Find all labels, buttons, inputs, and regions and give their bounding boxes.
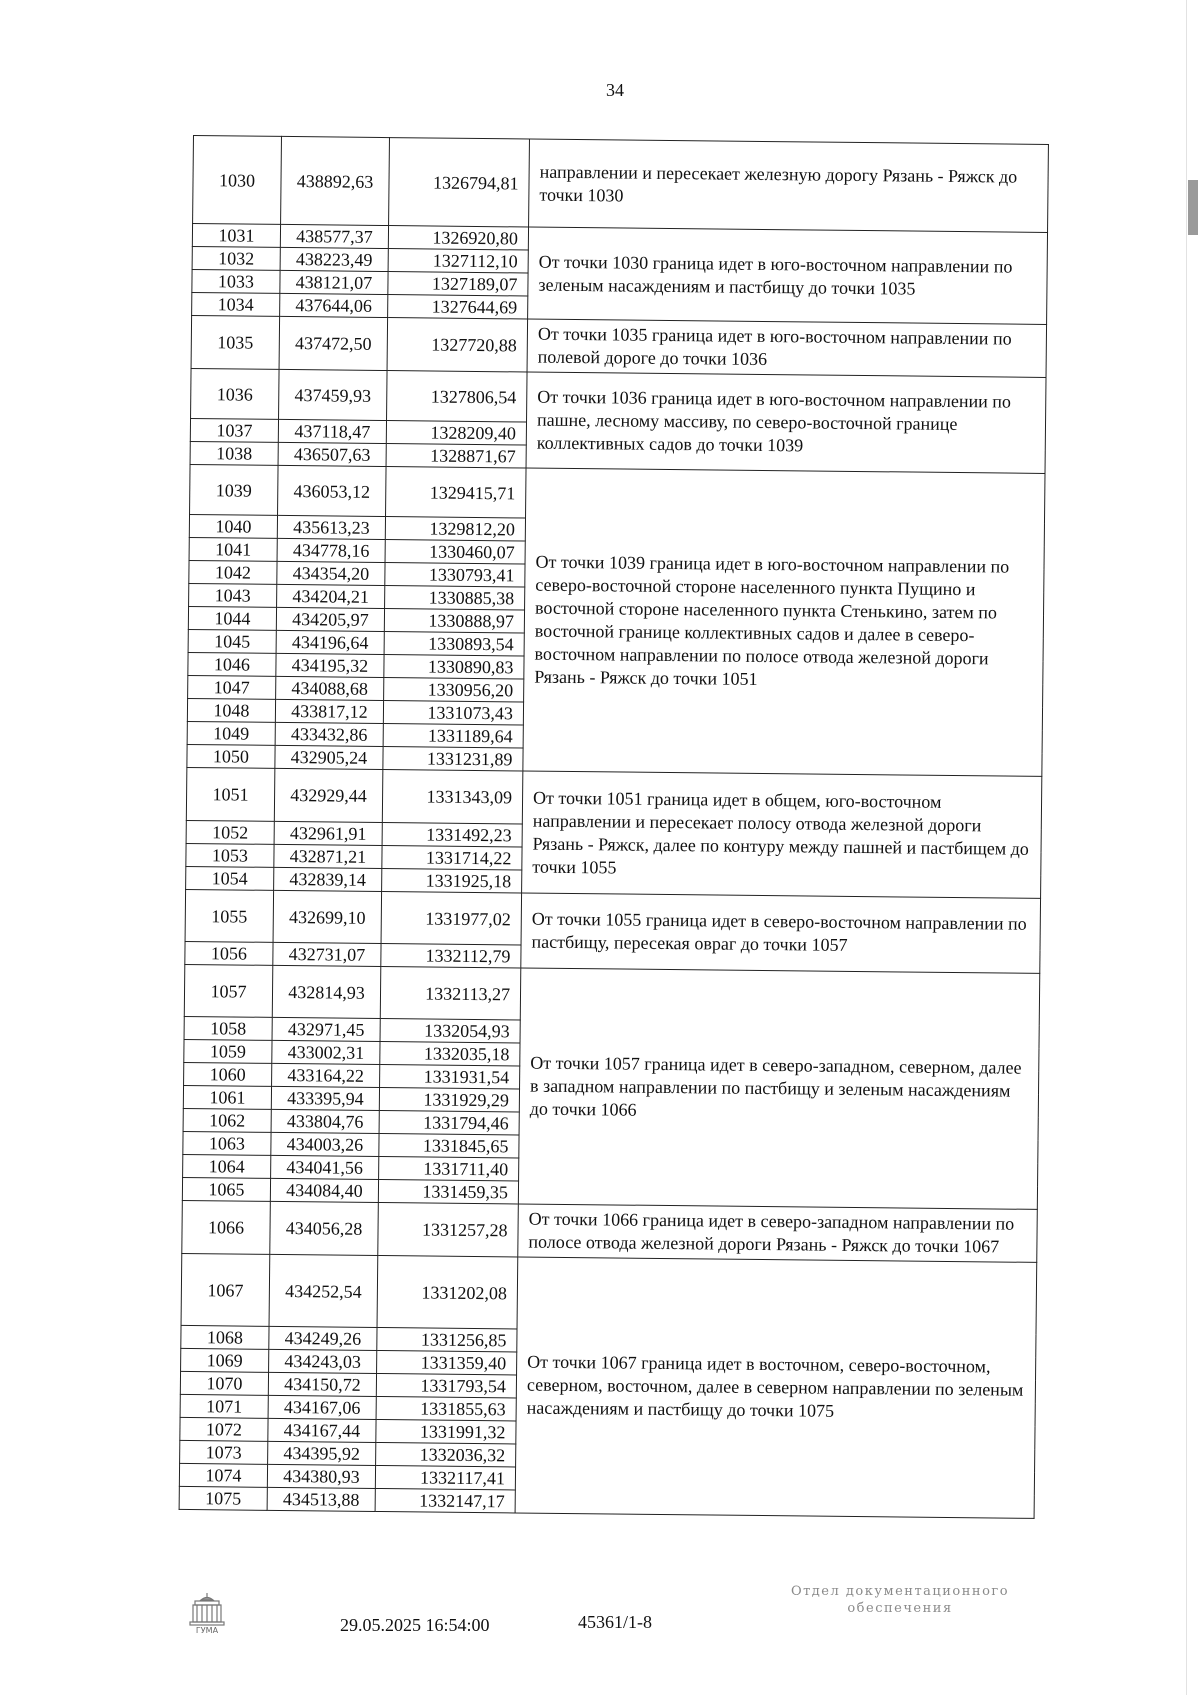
point-number-cell: 1039 bbox=[190, 464, 279, 515]
y-coordinate-cell: 1331991,32 bbox=[376, 1419, 516, 1443]
stamp-line-1: Отдел документационного bbox=[790, 1584, 1010, 1599]
table-row bbox=[193, 136, 1049, 233]
boundary-description-cell: направлении и пересекает железную дорогу Рязань - Ряжск до точки 1030 bbox=[529, 139, 1049, 232]
y-coordinate-cell: 1331714,22 bbox=[382, 846, 522, 870]
point-number-cell: 1031 bbox=[192, 224, 280, 248]
point-number-cell: 1059 bbox=[184, 1039, 272, 1063]
y-coordinate-cell: 1331931,54 bbox=[380, 1065, 520, 1089]
x-coordinate-cell: 432839,14 bbox=[274, 867, 382, 891]
point-number-cell: 1034 bbox=[192, 292, 280, 316]
table-row bbox=[186, 767, 1042, 829]
y-coordinate-cell: 1331459,35 bbox=[378, 1180, 518, 1204]
point-number-cell: 1036 bbox=[191, 368, 280, 419]
point-number-cell: 1072 bbox=[180, 1417, 268, 1441]
boundary-description-cell: От точки 1035 граница идет в юго-восточном направлении по полевой дороге до точки 1036 bbox=[527, 319, 1047, 377]
y-coordinate-cell: 1331855,63 bbox=[376, 1396, 516, 1420]
x-coordinate-cell: 433817,12 bbox=[275, 699, 383, 723]
logo-text: ГУМА bbox=[195, 1626, 219, 1635]
y-coordinate-cell: 1327189,07 bbox=[388, 272, 528, 296]
point-number-cell: 1052 bbox=[186, 820, 274, 844]
x-coordinate-cell: 434778,16 bbox=[277, 538, 385, 562]
point-number-cell: 1054 bbox=[186, 866, 274, 890]
x-coordinate-cell: 434395,92 bbox=[268, 1441, 376, 1465]
y-coordinate-cell: 1331845,65 bbox=[379, 1134, 519, 1158]
stamp-line-2: обеспечения bbox=[847, 1601, 953, 1616]
y-coordinate-cell: 1331925,18 bbox=[382, 869, 522, 893]
y-coordinate-cell: 1332112,79 bbox=[381, 944, 521, 968]
boundary-description-cell: От точки 1039 граница идет в юго-восточном направлении по северо-восточной стороне населенного пункта Пущино и восточной стороне населенного пункта Стенькино, затем по восточной границе коллективных садов и далее в северо-восточном направлении по полосе отвода железной дороги Рязань - Ряжск до точки 1051 bbox=[523, 468, 1045, 776]
point-number-cell: 1048 bbox=[187, 698, 275, 722]
boundary-description-cell: От точки 1030 граница идет в юго-восточном направлении по зеленым насаждениям и пастбищу до точки 1035 bbox=[528, 227, 1048, 324]
point-number-cell: 1075 bbox=[179, 1486, 267, 1510]
y-coordinate-cell: 1331256,85 bbox=[377, 1327, 517, 1351]
x-coordinate-cell: 432731,07 bbox=[273, 942, 381, 966]
x-coordinate-cell: 433804,76 bbox=[271, 1109, 379, 1133]
point-number-cell: 1050 bbox=[187, 744, 275, 768]
point-number-cell: 1073 bbox=[180, 1440, 268, 1464]
x-coordinate-cell: 438223,49 bbox=[280, 247, 388, 271]
y-coordinate-cell: 1330460,07 bbox=[385, 540, 525, 564]
point-number-cell: 1038 bbox=[190, 441, 278, 465]
y-coordinate-cell: 1331231,89 bbox=[383, 747, 523, 771]
point-number-cell: 1033 bbox=[192, 269, 280, 293]
y-coordinate-cell: 1330885,38 bbox=[385, 586, 525, 610]
point-number-cell: 1067 bbox=[181, 1253, 270, 1326]
y-coordinate-cell: 1332113,27 bbox=[380, 967, 521, 1020]
y-coordinate-cell: 1331343,09 bbox=[382, 770, 523, 824]
point-number-cell: 1057 bbox=[184, 964, 273, 1017]
x-coordinate-cell: 434167,44 bbox=[268, 1418, 376, 1442]
y-coordinate-cell: 1331189,64 bbox=[383, 724, 523, 748]
x-coordinate-cell: 434150,72 bbox=[268, 1372, 376, 1396]
boundary-description-cell: От точки 1036 граница идет в юго-восточном направлении по пашне, лесному массиву, по северо-восточной границе коллективных садов до точки 1039 bbox=[526, 372, 1046, 473]
table-row bbox=[182, 1200, 1038, 1262]
x-coordinate-cell: 437118,47 bbox=[278, 419, 386, 443]
x-coordinate-cell: 434205,97 bbox=[276, 607, 384, 631]
boundary-description-cell: От точки 1067 граница идет в восточном, северо-восточном, северном, восточном, далее в северном направлении по зеленым насаждениям и пастбищу до точки 1075 bbox=[515, 1257, 1037, 1518]
x-coordinate-cell: 432814,93 bbox=[272, 965, 381, 1018]
y-coordinate-cell: 1326920,80 bbox=[388, 226, 528, 250]
y-coordinate-cell: 1331073,43 bbox=[383, 701, 523, 725]
point-number-cell: 1066 bbox=[182, 1200, 271, 1254]
point-number-cell: 1032 bbox=[192, 246, 280, 270]
scan-edge-line bbox=[1186, 0, 1187, 1695]
x-coordinate-cell: 434003,26 bbox=[271, 1132, 379, 1156]
x-coordinate-cell: 434088,68 bbox=[276, 676, 384, 700]
point-number-cell: 1061 bbox=[183, 1085, 271, 1109]
x-coordinate-cell: 434252,54 bbox=[269, 1254, 378, 1327]
y-coordinate-cell: 1328871,67 bbox=[386, 444, 526, 468]
x-coordinate-cell: 434195,32 bbox=[276, 653, 384, 677]
y-coordinate-cell: 1326794,81 bbox=[389, 138, 530, 227]
x-coordinate-cell: 433432,86 bbox=[275, 722, 383, 746]
x-coordinate-cell: 437644,06 bbox=[280, 293, 388, 317]
x-coordinate-cell: 434243,03 bbox=[269, 1349, 377, 1373]
point-number-cell: 1043 bbox=[189, 583, 277, 607]
point-number-cell: 1047 bbox=[188, 675, 276, 699]
boundary-description-cell: От точки 1055 граница идет в северо-восточном направлении по пастбищу, пересекая овраг до точки 1057 bbox=[521, 893, 1041, 973]
x-coordinate-cell: 438121,07 bbox=[280, 270, 388, 294]
table-row bbox=[190, 464, 1045, 523]
point-number-cell: 1041 bbox=[189, 537, 277, 561]
point-number-cell: 1030 bbox=[193, 136, 282, 225]
boundary-description-cell: От точки 1051 граница идет в общем, юго-восточном направлении и пересекает полосу отвода железной дороги Рязань - Ряжск, далее по контуру между пашней и пастбищем до точки 1055 bbox=[522, 771, 1042, 898]
x-coordinate-cell: 436053,12 bbox=[278, 465, 387, 516]
y-coordinate-cell: 1327806,54 bbox=[387, 371, 528, 422]
x-coordinate-cell: 433395,94 bbox=[271, 1086, 379, 1110]
y-coordinate-cell: 1331202,08 bbox=[377, 1255, 518, 1328]
point-number-cell: 1056 bbox=[185, 941, 273, 965]
y-coordinate-cell: 1331793,54 bbox=[376, 1373, 516, 1397]
point-number-cell: 1051 bbox=[186, 767, 275, 821]
y-coordinate-cell: 1330888,97 bbox=[384, 609, 524, 633]
point-number-cell: 1062 bbox=[183, 1108, 271, 1132]
x-coordinate-cell: 435613,23 bbox=[277, 515, 385, 539]
y-coordinate-cell: 1331257,28 bbox=[378, 1202, 519, 1256]
x-coordinate-cell: 434249,26 bbox=[269, 1326, 377, 1350]
boundary-description-cell: От точки 1066 граница идет в северо-западном направлении по полосе отвода железной дороги Рязань - Ряжск до точки 1067 bbox=[518, 1204, 1038, 1262]
x-coordinate-cell: 432871,21 bbox=[274, 844, 382, 868]
x-coordinate-cell: 437472,50 bbox=[279, 316, 388, 370]
point-number-cell: 1042 bbox=[189, 560, 277, 584]
table-row bbox=[185, 889, 1040, 950]
y-coordinate-cell: 1332054,93 bbox=[380, 1019, 520, 1043]
y-coordinate-cell: 1331711,40 bbox=[379, 1157, 519, 1181]
x-coordinate-cell: 432971,45 bbox=[272, 1017, 380, 1041]
point-number-cell: 1035 bbox=[191, 315, 280, 369]
point-number-cell: 1040 bbox=[189, 514, 277, 538]
point-number-cell: 1037 bbox=[190, 418, 278, 442]
y-coordinate-cell: 1332035,18 bbox=[380, 1042, 520, 1066]
y-coordinate-cell: 1331929,29 bbox=[379, 1088, 519, 1112]
boundary-description-cell: От точки 1057 граница идет в северо-западном, северном, далее в западном направлении по пастбищу и зеленым насаждениям до точки 1066 bbox=[518, 968, 1039, 1209]
point-number-cell: 1049 bbox=[187, 721, 275, 745]
y-coordinate-cell: 1331794,46 bbox=[379, 1111, 519, 1135]
point-number-cell: 1055 bbox=[185, 889, 274, 942]
x-coordinate-cell: 432905,24 bbox=[275, 745, 383, 769]
y-coordinate-cell: 1330893,54 bbox=[384, 632, 524, 656]
y-coordinate-cell: 1331977,02 bbox=[381, 892, 522, 945]
y-coordinate-cell: 1330956,20 bbox=[384, 678, 524, 702]
x-coordinate-cell: 432961,91 bbox=[274, 821, 382, 845]
x-coordinate-cell: 438577,37 bbox=[280, 224, 388, 248]
x-coordinate-cell: 434041,56 bbox=[271, 1155, 379, 1179]
point-number-cell: 1063 bbox=[183, 1131, 271, 1155]
point-number-cell: 1046 bbox=[188, 652, 276, 676]
y-coordinate-cell: 1329415,71 bbox=[386, 467, 527, 518]
x-coordinate-cell: 434056,28 bbox=[270, 1201, 379, 1255]
y-coordinate-cell: 1327112,10 bbox=[388, 249, 528, 273]
y-coordinate-cell: 1327644,69 bbox=[388, 295, 528, 319]
x-coordinate-cell: 434196,64 bbox=[276, 630, 384, 654]
point-number-cell: 1064 bbox=[183, 1154, 271, 1178]
x-coordinate-cell: 433164,22 bbox=[272, 1063, 380, 1087]
table-row bbox=[191, 315, 1047, 377]
y-coordinate-cell: 1329812,20 bbox=[385, 517, 525, 541]
scan-edge-mark bbox=[1188, 180, 1198, 235]
x-coordinate-cell: 432929,44 bbox=[274, 768, 383, 822]
x-coordinate-cell: 434167,06 bbox=[268, 1395, 376, 1419]
organization-logo-icon bbox=[185, 1590, 229, 1636]
point-number-cell: 1071 bbox=[180, 1394, 268, 1418]
point-number-cell: 1044 bbox=[188, 606, 276, 630]
footer-doc-number: 45361/1-8 bbox=[578, 1612, 652, 1632]
x-coordinate-cell: 434204,21 bbox=[277, 584, 385, 608]
point-number-cell: 1065 bbox=[182, 1177, 270, 1201]
x-coordinate-cell: 434513,88 bbox=[267, 1487, 375, 1511]
point-number-cell: 1058 bbox=[184, 1016, 272, 1040]
y-coordinate-cell: 1331359,40 bbox=[377, 1350, 517, 1374]
y-coordinate-cell: 1331492,23 bbox=[382, 823, 522, 847]
x-coordinate-cell: 434084,40 bbox=[270, 1178, 378, 1202]
point-number-cell: 1069 bbox=[181, 1348, 269, 1372]
x-coordinate-cell: 432699,10 bbox=[273, 890, 382, 943]
table-row bbox=[191, 368, 1046, 427]
point-number-cell: 1074 bbox=[179, 1463, 267, 1487]
y-coordinate-cell: 1330793,41 bbox=[385, 563, 525, 587]
y-coordinate-cell: 1328209,40 bbox=[386, 421, 526, 445]
y-coordinate-cell: 1332036,32 bbox=[376, 1442, 516, 1466]
department-stamp bbox=[750, 1583, 1050, 1617]
y-coordinate-cell: 1327720,88 bbox=[387, 318, 528, 372]
table-row bbox=[181, 1253, 1037, 1334]
x-coordinate-cell: 438892,63 bbox=[281, 136, 390, 225]
x-coordinate-cell: 436507,63 bbox=[278, 442, 386, 466]
point-number-cell: 1060 bbox=[184, 1062, 272, 1086]
coordinates-table bbox=[179, 135, 1049, 1519]
page-number: 34 bbox=[606, 80, 624, 100]
table-row bbox=[184, 964, 1039, 1025]
point-number-cell: 1045 bbox=[188, 629, 276, 653]
x-coordinate-cell: 437459,93 bbox=[279, 369, 388, 420]
point-number-cell: 1070 bbox=[180, 1371, 268, 1395]
x-coordinate-cell: 433002,31 bbox=[272, 1040, 380, 1064]
y-coordinate-cell: 1332147,17 bbox=[375, 1488, 515, 1512]
y-coordinate-cell: 1332117,41 bbox=[375, 1465, 515, 1489]
point-number-cell: 1068 bbox=[181, 1325, 269, 1349]
point-number-cell: 1053 bbox=[186, 843, 274, 867]
y-coordinate-cell: 1330890,83 bbox=[384, 655, 524, 679]
footer-datetime: 29.05.2025 16:54:00 bbox=[340, 1615, 490, 1635]
x-coordinate-cell: 434380,93 bbox=[267, 1464, 375, 1488]
x-coordinate-cell: 434354,20 bbox=[277, 561, 385, 585]
